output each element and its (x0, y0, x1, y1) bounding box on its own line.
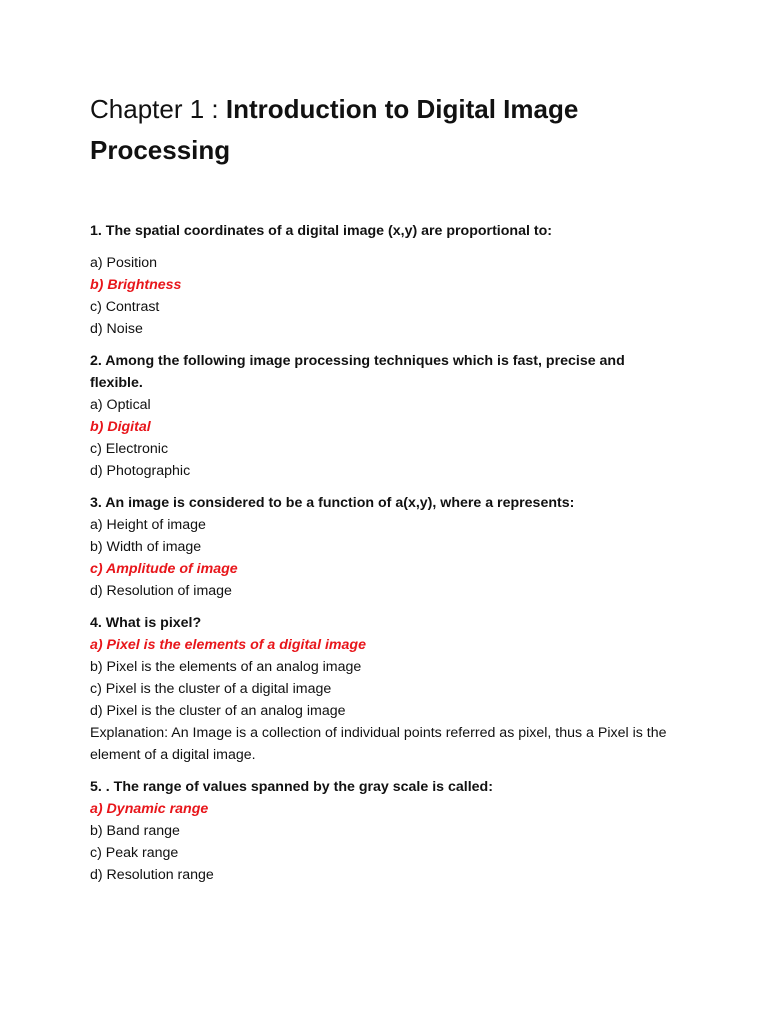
answer-option: d) Noise (90, 321, 143, 337)
question-block-1 (90, 220, 680, 340)
correct-answer-option: a) Dynamic range (90, 801, 209, 817)
answer-option: a) Height of image (90, 517, 206, 533)
question-text: 2. Among the following image processing techniques which is fast, precise and flexible. (90, 353, 625, 391)
question-text: 3. An image is considered to be a function of a(x,y), where a represents: (90, 495, 575, 511)
question-block-3 (90, 492, 680, 602)
answer-option: b) Pixel is the elements of an analog image (90, 659, 362, 675)
chapter-title (90, 89, 710, 171)
chapter-label: Chapter 1 : (90, 94, 226, 124)
answer-option: d) Resolution of image (90, 583, 232, 599)
question-block-4 (90, 612, 680, 766)
answer-option: a) Position (90, 255, 158, 271)
question-text: 1. The spatial coordinates of a digital image (x,y) are proportional to: (90, 223, 552, 239)
question-text: 5. . The range of values spanned by the gray scale is called: (90, 779, 493, 795)
answer-option: a) Optical (90, 397, 151, 413)
correct-answer-option: a) Pixel is the elements of a digital image (90, 637, 366, 653)
question-list (90, 220, 680, 896)
answer-option: c) Peak range (90, 845, 179, 861)
correct-answer-option: b) Brightness (90, 277, 182, 293)
correct-answer-option: b) Digital (90, 419, 151, 435)
answer-option: c) Contrast (90, 299, 160, 315)
answer-option: d) Photographic (90, 463, 191, 479)
answer-option: c) Pixel is the cluster of a digital image (90, 681, 332, 697)
question-block-5 (90, 776, 680, 886)
correct-answer-option: c) Amplitude of image (90, 561, 238, 577)
answer-option: d) Pixel is the cluster of an analog image (90, 703, 346, 719)
explanation-text: Explanation: An Image is a collection of individual points referred as pixel, thus a Pixel is the element of a digital image. (90, 725, 667, 763)
answer-option: b) Band range (90, 823, 180, 839)
answer-option: d) Resolution range (90, 867, 214, 883)
question-text: 4. What is pixel? (90, 615, 202, 631)
answer-option: b) Width of image (90, 539, 202, 555)
question-block-2 (90, 350, 680, 482)
answer-option: c) Electronic (90, 441, 169, 457)
chapter-heading: Introduction to Digital Image Processing (90, 94, 579, 165)
